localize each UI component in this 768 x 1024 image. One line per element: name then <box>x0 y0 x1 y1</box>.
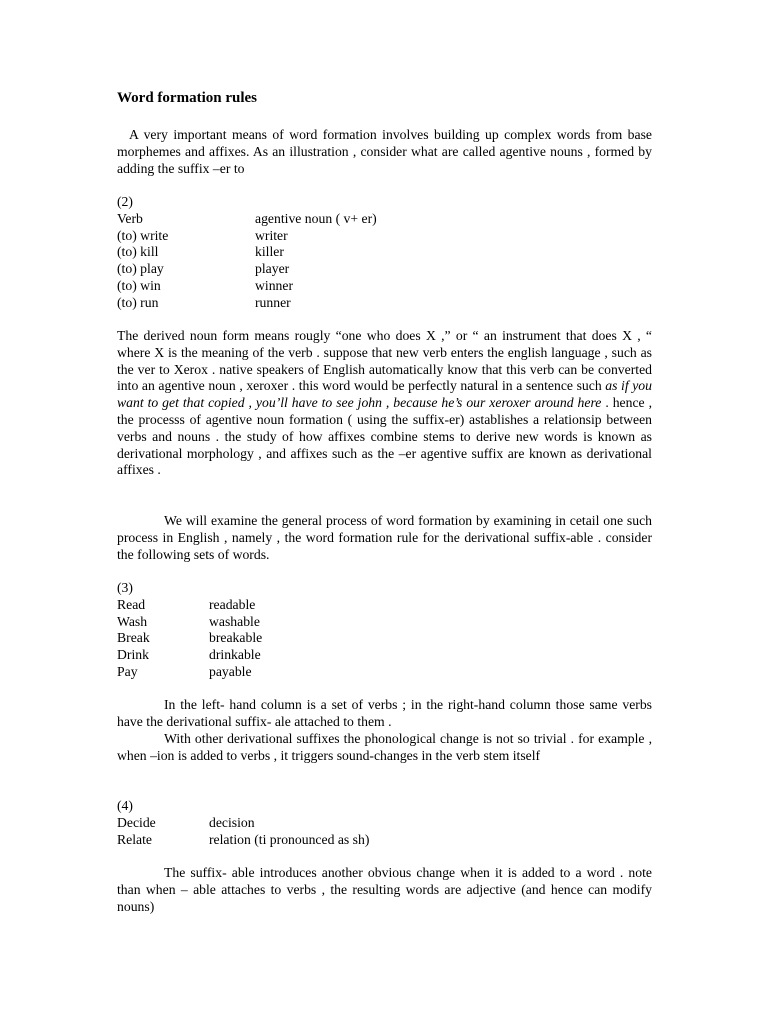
example-row <box>117 614 652 631</box>
paragraph-left-hand-column: In the left- hand column is a set of verbs ; in the right-hand column those same verbs have the derivational suffix- ale attached to them . <box>117 697 652 729</box>
example-row <box>117 832 652 849</box>
example-cell: winner <box>255 277 294 293</box>
example-cell: Pay <box>117 663 138 679</box>
example-cell: drinkable <box>209 647 261 663</box>
example-cell: (to) win <box>117 277 161 293</box>
example-cell: writer <box>255 227 288 243</box>
example-cell: readable <box>209 596 256 612</box>
example-2 <box>117 194 652 312</box>
example-row <box>117 597 652 614</box>
example-cell: (4) <box>117 798 133 813</box>
example-cell: Break <box>117 630 150 646</box>
example-row <box>117 211 652 228</box>
example-row <box>117 261 652 278</box>
example-cell: killer <box>255 244 284 260</box>
example-sentence: as if you want to get that copied , you’ll have to see john , because he’s our xeroxer around here <box>117 378 652 411</box>
example-row <box>117 295 652 312</box>
example-row <box>117 664 652 681</box>
page-title: Word formation rules <box>117 90 257 106</box>
example-cell: agentive noun ( v+ er) <box>255 210 377 226</box>
paragraph-suffix-able: The suffix- able introduces another obvious change when it is added to a word . note than when – able attaches to verbs , the resulting words are adjective (and hence can modify nouns) <box>117 865 652 914</box>
example-cell: payable <box>209 663 252 679</box>
example-row <box>117 815 652 832</box>
example-label <box>117 194 652 211</box>
example-cell: runner <box>255 294 291 310</box>
example-cell: (to) play <box>117 261 164 277</box>
example-cell: (to) write <box>117 227 169 243</box>
example-row <box>117 228 652 245</box>
example-cell: decision <box>209 814 255 830</box>
example-cell: (3) <box>117 580 133 595</box>
example-cell: Relate <box>117 831 152 847</box>
example-row <box>117 647 652 664</box>
example-cell: player <box>255 261 290 277</box>
example-row <box>117 278 652 295</box>
example-cell: Wash <box>117 613 148 629</box>
paragraph-phonological-change: With other derivational suffixes the phonological change is not so trivial . for example , when –ion is added to verbs , it triggers sound-changes in the verb stem itself <box>117 731 652 763</box>
example-cell: breakable <box>209 630 263 646</box>
example-cell: (to) run <box>117 294 159 310</box>
example-cell: Drink <box>117 647 149 663</box>
example-label <box>117 798 652 815</box>
example-cell: (to) kill <box>117 244 159 260</box>
example-cell: Verb <box>117 210 143 226</box>
example-row <box>117 244 652 261</box>
example-cell: relation (ti pronounced as sh) <box>209 831 370 847</box>
example-row <box>117 630 652 647</box>
example-cell: Read <box>117 596 146 612</box>
paragraph-examine: We will examine the general process of word formation by examining in cetail one such process in English , namely , the word formation rule for the derivational suffix-able . consider the following sets of words. <box>117 513 652 562</box>
example-cell: washable <box>209 613 260 629</box>
example-cell: Decide <box>117 814 156 830</box>
example-label <box>117 580 652 597</box>
example-3 <box>117 580 652 681</box>
paragraph-derived-noun: The derived noun form means rougly “one who does X ,” or “ an instrument that does X , “ where X is the meaning of the verb . suppose that new verb enters the english language , such as the ver to Xerox . native speakers of English automatically know that this verb can be converted into an agentive noun , xeroxer . this word would be perfectly natural in a sentence such as if you want to get that copied , you’ll have to see john , because he’s our xeroxer around here . hence , the processs of agentive noun formation ( using the suffix-er) astablishes a relationsip between verbs and nouns . the study of how affixes combine stems to derive new words is known as derivational morphology , and affixes such as the –er agentive suffix are known as derivational affixes . <box>117 328 653 478</box>
example-4 <box>117 798 652 848</box>
example-cell: (2) <box>117 194 133 209</box>
paragraph-intro: A very important means of word formation involves building up complex words from base morphemes and affixes. As an illustration , consider what are called agentive nouns , formed by adding the suffix –er to <box>117 127 652 176</box>
